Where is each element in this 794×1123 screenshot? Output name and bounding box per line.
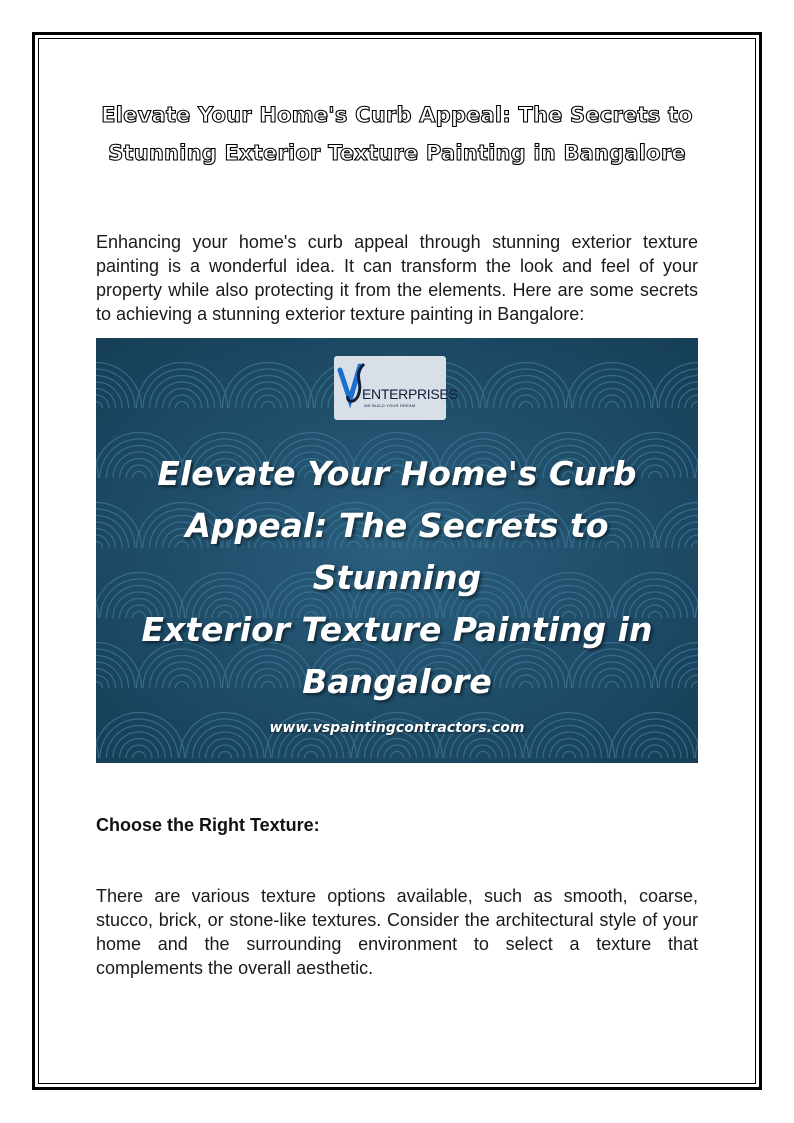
banner-title-line-4: Bangalore xyxy=(302,662,492,701)
document-title xyxy=(96,96,698,172)
logo-tagline: WE BUILD YOUR DREAM xyxy=(364,403,416,408)
section-heading: Choose the Right Texture: xyxy=(96,815,320,835)
title-line-1: Elevate Your Home's Curb Appeal: The Secrets to xyxy=(101,103,693,127)
banner-title-line-2: Appeal: The Secrets to Stunning xyxy=(185,506,609,597)
banner-title xyxy=(96,448,698,708)
company-logo xyxy=(334,356,458,420)
logo-text: ENTERPRISES xyxy=(362,386,458,402)
banner-image xyxy=(96,338,698,763)
banner-url: www.vspaintingcontractors.com xyxy=(269,720,525,736)
banner-title-line-3: Exterior Texture Painting in xyxy=(141,610,653,649)
section-paragraph: There are various texture options available, such as smooth, coarse, stucco, brick, or stone-like textures. Consider the architectural style of your home and the surrounding environment to select a texture that complements the overall aesthetic. xyxy=(96,886,698,978)
intro-paragraph: Enhancing your home's curb appeal through stunning exterior texture painting is a wonderful idea. It can transform the look and feel of your property while also protecting it from the elements. Here are some secrets to achieving a stunning exterior texture painting in Bangalore: xyxy=(96,232,698,324)
banner-title-line-1: Elevate Your Home's Curb xyxy=(157,454,637,493)
title-line-2: Stunning Exterior Texture Painting in Bangalore xyxy=(108,141,686,165)
